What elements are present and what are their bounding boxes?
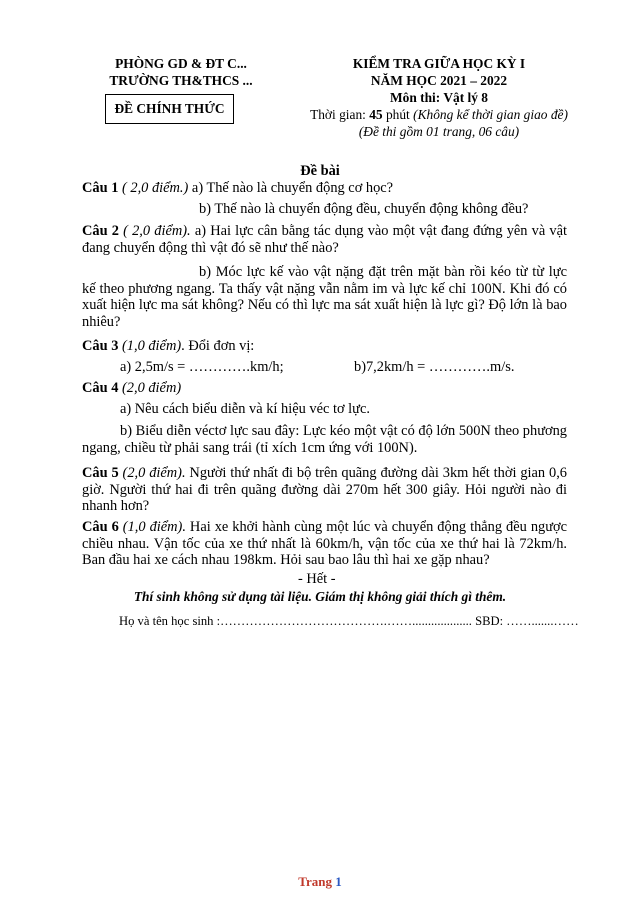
question-6-text: Hai xe khởi hành cùng một lúc và chuyển động thẳng đều ngược chiều nhau. Vận tốc của xe thứ nhất là 60km/h, vận tốc của xe thứ hai là 72km/h. Ban đầu hai xe cách nhau 198km. Hỏi sau bao lâu thì hai xe gặp nhau? <box>82 519 568 569</box>
question-3-a: a) 2,5m/s = ………….km/h; <box>120 359 284 375</box>
question-4-label: Câu 4 <box>82 380 119 396</box>
paper-note: (Đề thi gồm 01 trang, 06 câu) <box>358 124 520 139</box>
question-1-points: ( 2,0 điểm.) <box>118 180 189 196</box>
official-exam-label: ĐỀ CHÍNH THỨC <box>114 100 225 116</box>
question-1-label: Câu 1 <box>82 180 119 196</box>
question-2-points: ( 2,0 điểm). <box>118 223 191 239</box>
end-mark: - Hết - <box>298 571 336 587</box>
question-1 <box>82 180 567 197</box>
student-info-line: Họ và tên học sinh :………………………………….……................... SBD: …….......…… <box>119 614 579 628</box>
question-3-label: Câu 3 <box>82 338 119 354</box>
school-name: TRƯỜNG TH&THCS ... <box>109 73 253 88</box>
exam-title: KIỂM TRA GIỮA HỌC KỲ I <box>352 56 526 71</box>
question-4-points: (2,0 điểm) <box>118 380 182 396</box>
question-2-b: b) Móc lực kế vào vật nặng đặt trên mặt bàn rồi kéo từ từ lực kế theo phương ngang. Ta thấy vật nặng vẫn nằm im và lực kế chỉ 100N. Khi đó có xuất hiện lực ma sát không? Nếu có thì lực ma sát xuất hiện là lực gì? Độ lớn là bao nhiêu? <box>82 264 567 330</box>
question-1-a: a) Thế nào là chuyển động cơ học? <box>188 180 394 196</box>
official-exam-box <box>105 94 234 124</box>
question-3-text: . Đổi đơn vị: <box>181 338 255 354</box>
question-5-label: Câu 5 <box>82 465 119 481</box>
department-name: PHÒNG GD & ĐT C... <box>115 56 247 71</box>
question-5-text: Người thứ nhất đi bộ trên quãng đường dài 3km hết thời gian 0,6 giờ. Người thứ hai đi trên quãng đường dài 270m hết 300 giây. Hỏi người nào đi nhanh hơn? <box>82 465 567 515</box>
time-label: Thời gian: <box>310 107 370 122</box>
time-unit: phút <box>382 107 414 122</box>
page-number-value: 1 <box>335 874 342 889</box>
subject: Môn thi: Vật lý 8 <box>390 90 488 105</box>
school-year: NĂM HỌC 2021 – 2022 <box>370 73 508 88</box>
question-2-a: a) Hai lực cân bằng tác dụng vào một vật đang đứng yên và vật đang chuyển động thì vật đó sẽ như thế nào? <box>82 223 568 256</box>
question-3 <box>82 338 567 355</box>
question-6 <box>82 519 567 569</box>
footer-note: Thí sinh không sử dụng tài liệu. Giám thị không giải thích gì thêm. <box>133 589 507 604</box>
question-3-points: (1,0 điểm) <box>118 338 182 354</box>
question-6-points: (1,0 điểm). <box>118 519 186 535</box>
time-note: (Không kể thời gian giao đề) <box>413 107 568 122</box>
page-number <box>0 874 640 891</box>
question-2 <box>82 223 567 256</box>
time-value: 45 <box>369 107 383 122</box>
page-number-label: Trang <box>298 874 336 889</box>
question-4-a: a) Nêu cách biểu diễn và kí hiệu véc tơ lực. <box>120 401 370 417</box>
question-4-b: b) Biểu diễn véctơ lực sau đây: Lực kéo một vật có độ lớn 500N theo phương ngang, chiều từ phải sang trái (tỉ xích 1cm ứng với 100N). <box>82 423 567 456</box>
question-2-label: Câu 2 <box>82 223 119 239</box>
question-5-points: (2,0 điểm). <box>118 465 186 481</box>
question-5 <box>82 465 567 515</box>
time-line <box>300 106 578 123</box>
header-left <box>96 55 266 89</box>
question-1-b: b) Thế nào là chuyển động đều, chuyển động không đều? <box>199 201 529 217</box>
question-3-b: b)7,2km/h = ………….m/s. <box>354 359 515 375</box>
page-title: Đề bài <box>300 163 340 179</box>
question-4 <box>82 380 567 397</box>
question-6-label: Câu 6 <box>82 519 119 535</box>
header-right <box>300 55 578 140</box>
